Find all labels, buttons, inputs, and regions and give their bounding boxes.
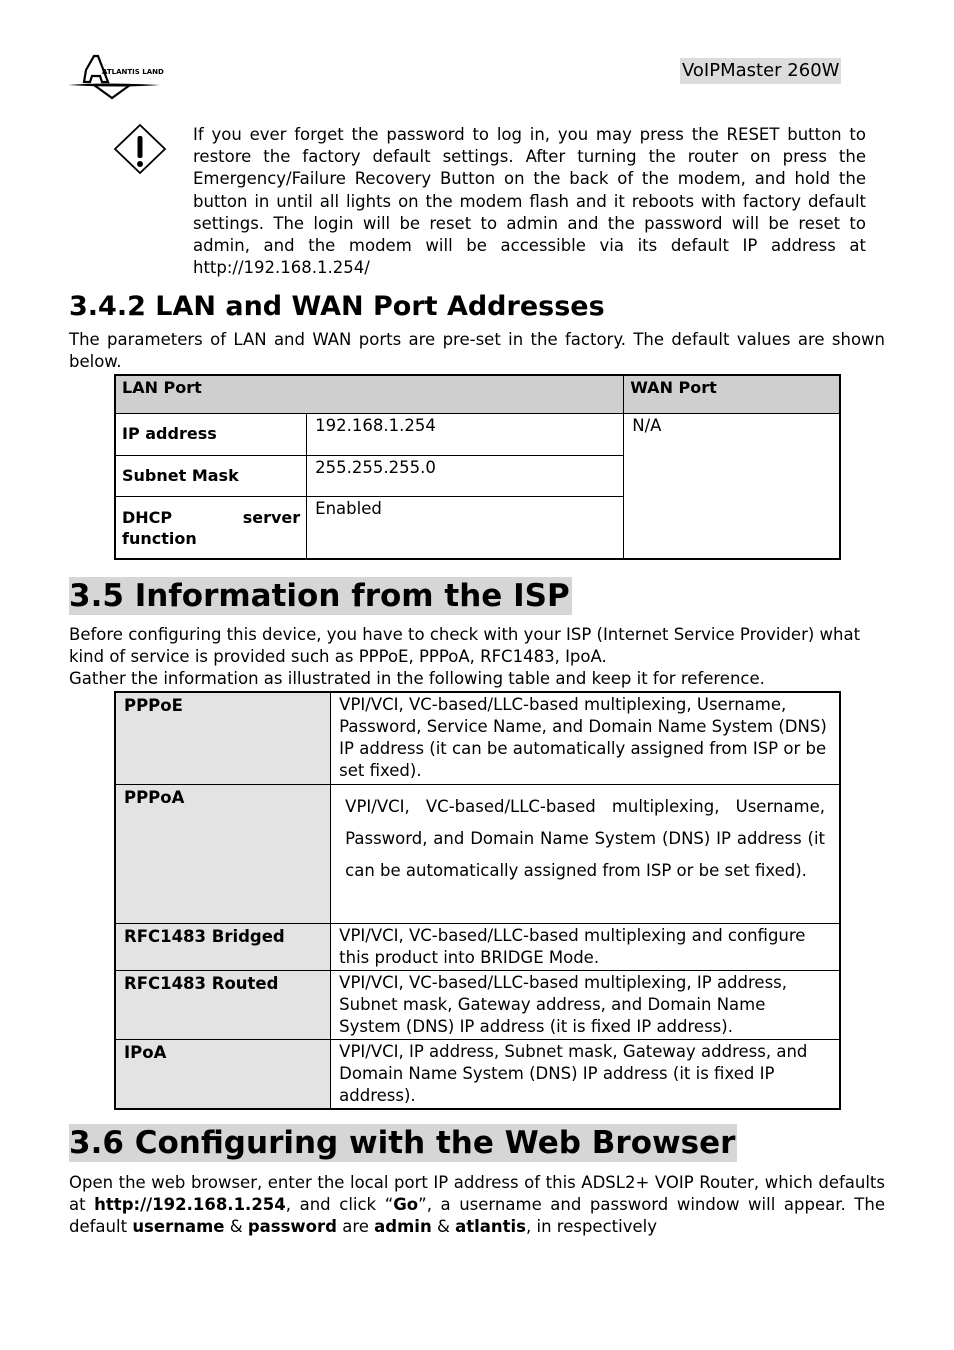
p36-text-3: ”, a username and password window will appear. The default xyxy=(69,1195,885,1237)
username-word: username xyxy=(132,1217,225,1237)
password-word: password xyxy=(247,1217,337,1237)
p36-text-1: Open the web browser, enter the local port IP address of this ADSL2+ VOIP Router, which defaults at xyxy=(69,1173,885,1215)
isp-value-ipoa: VPI/VCI, IP address, Subnet mask, Gateway address, and Domain Name System (DNS) IP address (it is fixed IP address). xyxy=(331,1039,840,1109)
section-heading-3-6: 3.6 Configuring with the Web Browser xyxy=(69,1125,736,1161)
p36-are: are xyxy=(336,1217,375,1237)
row-value-dhcp: Enabled xyxy=(307,497,624,559)
section-3-4-2-intro: The parameters of LAN and WAN ports are pre-set in the factory. The default values are shown below. xyxy=(69,330,885,372)
warning-triangle-icon xyxy=(112,122,168,176)
p36-text-4: , in respectively xyxy=(526,1217,657,1237)
default-username: admin xyxy=(374,1217,432,1237)
isp-key-pppoa: PPPoA xyxy=(115,784,331,923)
isp-value-pppoa: VPI/VCI, VC-based/LLC-based multiplexing, Username, Password, and Domain Name System (DNS) IP address (it can be automatically assigned from ISP or be set fixed). xyxy=(331,784,840,923)
default-url: http://192.168.1.254 xyxy=(94,1195,286,1215)
row-label-ip-address: IP address xyxy=(115,414,307,456)
lan-wan-port-table xyxy=(114,374,841,560)
isp-key-pppoe: PPPoE xyxy=(115,692,331,784)
lan-port-header: LAN Port xyxy=(115,375,624,414)
p36-amp-1: & xyxy=(224,1217,248,1237)
dhcp-label-part3: function xyxy=(122,529,197,548)
section-heading-3-5: 3.5 Information from the ISP xyxy=(69,578,570,614)
row-label-subnet-mask: Subnet Mask xyxy=(115,456,307,497)
p36-amp-2: & xyxy=(431,1217,456,1237)
p36-text-2: , and click “ xyxy=(285,1195,394,1215)
isp-key-rfc1483-bridged: RFC1483 Bridged xyxy=(115,923,331,970)
dhcp-label-part1: DHCP xyxy=(122,508,173,527)
isp-value-rfc1483-bridged: VPI/VCI, VC-based/LLC-based multiplexing and configure this product into BRIDGE Mode. xyxy=(331,923,840,970)
isp-key-rfc1483-routed: RFC1483 Routed xyxy=(115,970,331,1039)
go-word: Go xyxy=(393,1195,419,1215)
isp-information-table xyxy=(114,691,841,1110)
section-heading-3-4-2: 3.4.2 LAN and WAN Port Addresses xyxy=(69,291,605,322)
wan-port-header: WAN Port xyxy=(624,375,840,414)
wan-value: N/A xyxy=(624,414,840,559)
atlantis-logo xyxy=(64,52,164,100)
isp-value-pppoe: VPI/VCI, VC-based/LLC-based multiplexing, Username, Password, Service Name, and Domain Name System (DNS) IP address (it can be automatically assigned from ISP or be set fixed). xyxy=(331,692,840,784)
section-3-5-intro-1: Before configuring this device, you have to check with your ISP (Internet Service Provider) what kind of service is provided such as PPPoE, PPPoA, RFC1483, IpoA. xyxy=(69,625,861,667)
dhcp-label-part2: server xyxy=(242,508,301,527)
isp-key-ipoa: IPoA xyxy=(115,1039,331,1109)
default-password: atlantis xyxy=(455,1217,526,1237)
document-header-title: VoIPMaster 260W xyxy=(680,58,841,84)
section-3-5-intro-2: Gather the information as illustrated in the following table and keep it for reference. xyxy=(69,669,765,688)
row-value-subnet-mask: 255.255.255.0 xyxy=(307,456,624,497)
section-3-6-paragraph xyxy=(69,1172,885,1239)
row-label-dhcp xyxy=(115,497,307,559)
warning-text: If you ever forget the password to log in, you may press the RESET button to restore the factory default settings. After turning the router on press the Emergency/Failure Recovery Button on the back of the modem, and hold the button in until all lights on the modem flash and it reboots with factory default settings. The login will be reset to admin and the password will be reset to admin, and the modem will be accessible via its default IP address at http://192.168.1.254/ xyxy=(193,125,866,278)
isp-value-rfc1483-routed: VPI/VCI, VC-based/LLC-based multiplexing, IP address, Subnet mask, Gateway address, and Domain Name System (DNS) IP address (it is fixed IP address). xyxy=(331,970,840,1039)
logo-text: ATLANTIS LAND xyxy=(102,68,164,76)
row-value-ip-address: 192.168.1.254 xyxy=(307,414,624,456)
